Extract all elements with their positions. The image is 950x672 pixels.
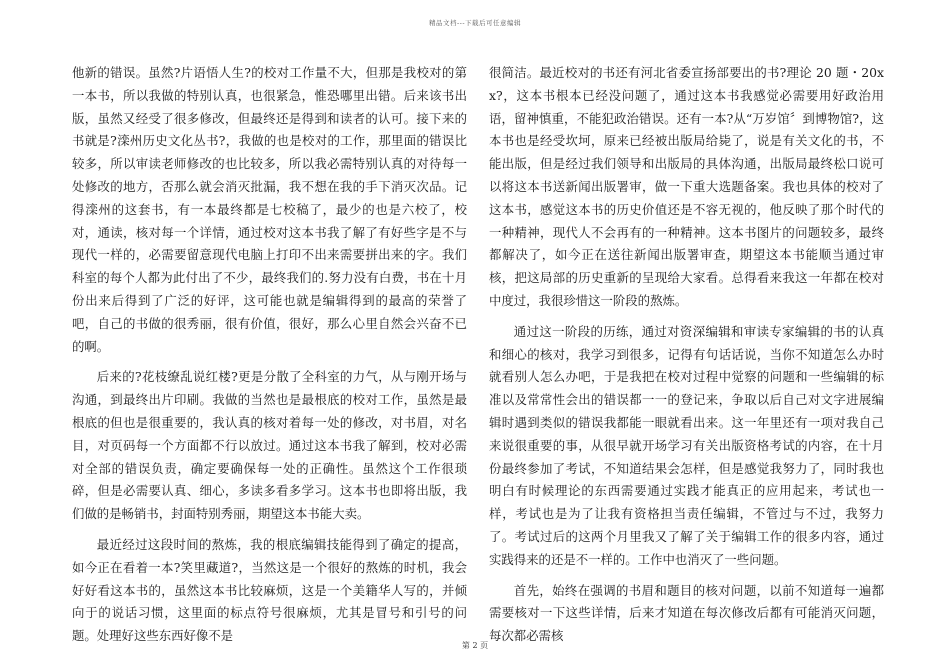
page-number: 第 2 页: [461, 641, 489, 650]
right-paragraph-2: 通过这一阶段的历练，通过对资深编辑和审读专家编辑的书的认真和细心的核对，我学习到很多，记得有句话话说，当你不知道怎么办时就看别人怎么办吧，于是我把在校对过程中觉察的问题和一些编辑的标准以及常常性会出的错误都一一的登记来，争取以后自己对文字进展编辑时遇到类似的错误我都能一眼就看出来。这一年里还有一项对我自己来说很重要的事，从很早就开场学习有关出版资格考试的内容，在十月份最终参加了考试，不知道结果会怎样，但是感觉我努力了，同时我也明白有时候理论的东西需要通过实践才能真正的应用起来，考试也一样，考试也是为了让我有资格担当责任编辑，不管过与不过，我努力了。考试过后的这两个月里我又了解了关于编辑工作的很多内容，通过实践得来的还是不一样的。工作中也消灭了一些问题。: [489, 323, 884, 567]
left-paragraph-1: 他新的错误。虽然?片语悟人生?的校对工作量不大，但那是我校对的第一本书，所以我做的特别认真，也很紧急，惟恐哪里出错。后来该书出版，虽然又经受了很多修改，但最终还是得到和读者的认可。接下来的书就是?滦州历史文化丛书?，我做的也是校对的工作，那里面的错误比较多，所以审读老师修改的也比较多，所以我必需特别认真的对待每一处修改的地方，否那么就会消灭批漏，我不想在我的手下消灭次品。记得滦州的这套书，有一本最终都是七校稿了，最少的也是六校了，校对，通读，核对每一个详情，通过校对这本书我了解了有好些字是不与现代一样的，必需要留意现代电脑上打印不出来需要拼出来的字。我们科室的每个人都为此付出了不少，最终我们的.努力没有白费，书在十月份出来后得到了广泛的好评，这可能也就是编辑得到的最高的荣誉了吧，自己的书做的很秀丽，很有价值，很好，那么心里自然会兴奋不已的啊。: [72, 65, 467, 354]
page-header: 精品文档---下载后可任意编辑: [428, 19, 522, 27]
right-paragraph-3: 首先，始终在强调的书眉和题目的核对问题，以前不知道每一遍都需要核对一下这些详情，后来才知道在每次修改后都有可能消灭问题，每次都必需核: [489, 582, 884, 644]
right-text-column: [489, 62, 884, 656]
left-paragraph-2: 后来的?花枝缭乱说红楼?更是分散了全科室的力气，从与刚开场与沟通，到最终出片印刷。我做的当然也是最根底的校对工作，虽然是最根底的但也是很重要的，我认真的核对着每一处的修改，对书眉，对名目，对页码每一个方面都不行以放过。通过这本书我了解到，校对必需对全部的错误负责，确定要确保每一处的正确性。虽然这个工作很琐碎，但是必需要认真、细心，多读多看多学习。这本书也即将出版，我们做的是畅销书，封面特别秀丽，期望这本书能大卖。: [72, 369, 467, 522]
right-paragraph-1: 很简洁。最近校对的书还有河北省委宣扬部要出的书?理论 20 题・20xx?，这本书根本已经没问题了，通过这本书我感觉必需要用好政治用语，留神慎重，不能犯政治错误。还有一本?从“万岁馆〞到博物馆?，这本书也是经受坎坷，原来已经被出版局给毙了，说是有关文化的书，不能出版，但是经过我们领导和出版局的具体沟通，出版局最终松口说可以将这本书送新闻出版署审，做一下重大选题备案。我也具体的校对了这本书，感觉这本书的历史价值还是不容无视的，他反映了那个时代的一种精神，现代人不会再有的一种精神。这本书图片的问题较多，最终都解决了，如今正在送往新闻出版署审查，期望这本书能顺当通过审核，把这局部的历史重新的呈现给大家看。总得看来我这一年都在校对中度过，我很珍惜这一阶段的熬炼。: [489, 65, 884, 308]
left-paragraph-3: 最近经过这段时间的熬炼，我的根底编辑技能得到了确定的提高，如今正在看着一本?笑里藏道?，当然这是一个很好的熬炼的时机，我会好好看这本书的，虽然这本书比较麻烦，这是一个美籍华人写的，并倾向于的说话习惯，这里面的标点符号很麻烦，尤其是冒号和引号的问题。处理好这些东西好像不是: [72, 536, 467, 644]
left-text-column: [72, 62, 467, 656]
